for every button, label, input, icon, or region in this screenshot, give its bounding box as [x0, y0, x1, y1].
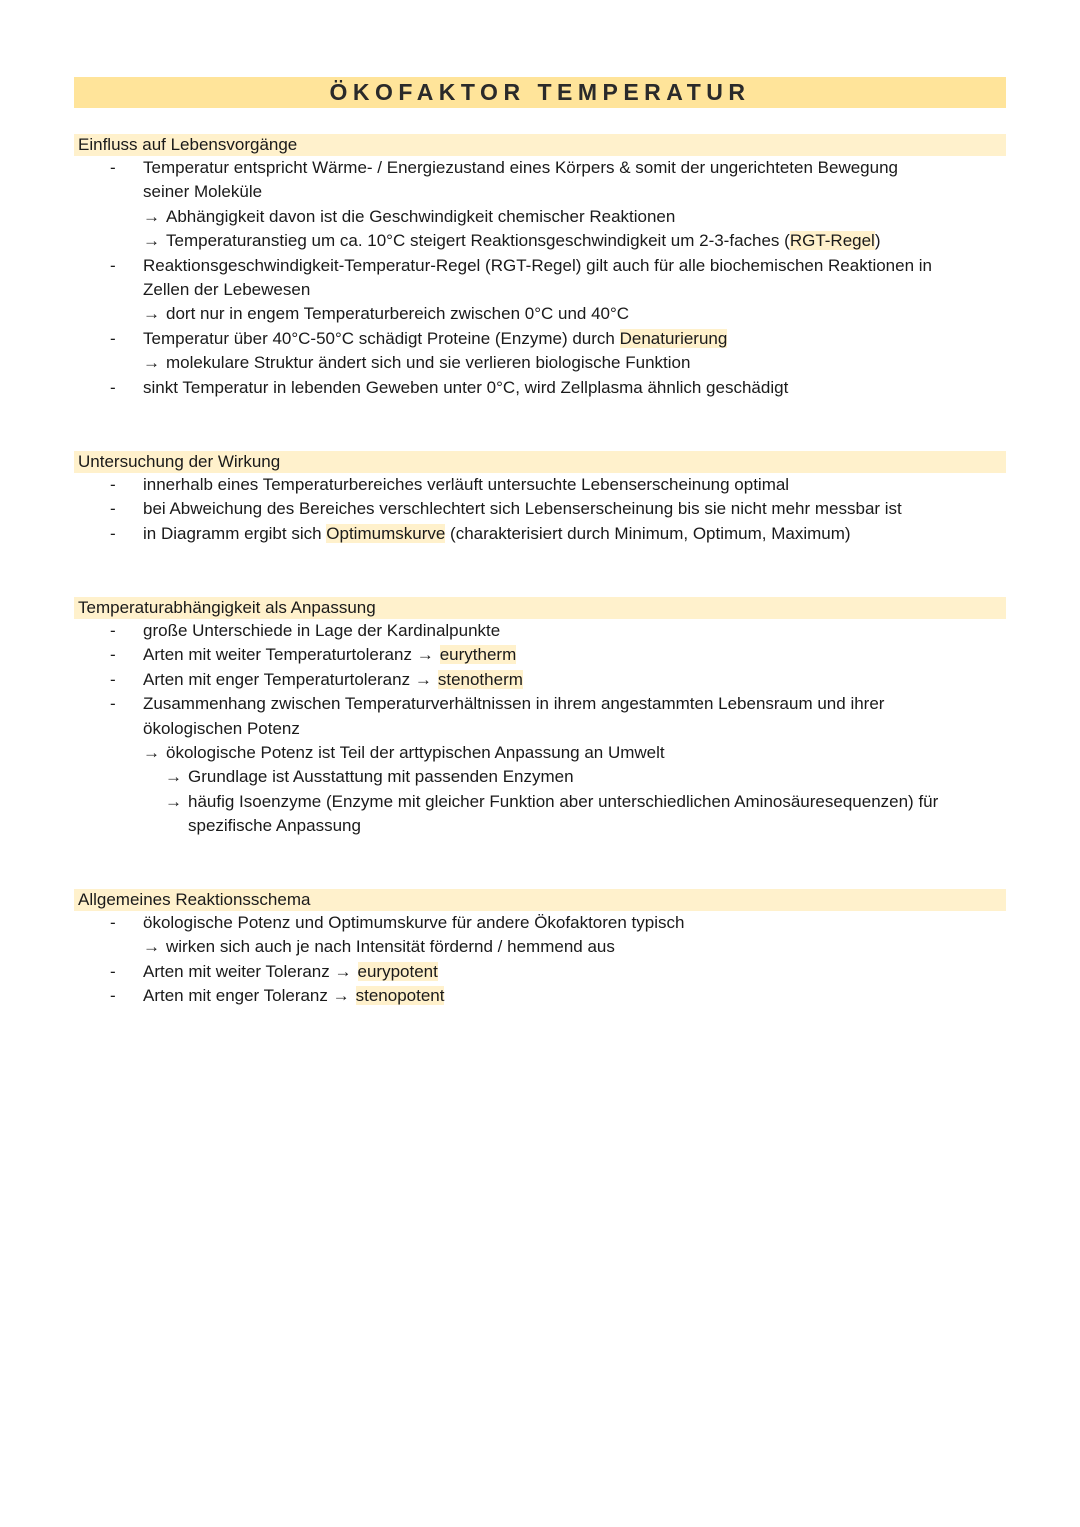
list-item: [74, 668, 1006, 692]
arrow-icon: →: [143, 742, 160, 762]
section-heading: Allgemeines Reaktionsschema: [74, 889, 1006, 911]
item-text: spezifische Anpassung: [188, 816, 361, 836]
arrow-icon: →: [143, 304, 160, 324]
arrow-item: [74, 205, 1006, 229]
list-item: [74, 692, 1006, 716]
list-item-continued: [74, 278, 1006, 302]
list-item: [74, 156, 1006, 180]
list-item: [74, 960, 1006, 984]
list-item-continued: [74, 717, 1006, 741]
item-text: ökologischen Potenz: [143, 718, 300, 738]
list-item: [74, 376, 1006, 400]
highlight-term: Denaturierung: [619, 328, 728, 348]
item-text: Temperaturanstieg um ca. 10°C steigert Reaktionsgeschwindigkeit um 2-3-faches (: [166, 231, 790, 251]
bullet-dash: -: [110, 621, 116, 640]
item-text: Arten mit enger Toleranz: [143, 986, 333, 1006]
item-text: wirken sich auch je nach Intensität fördernd / hemmend aus: [166, 937, 615, 957]
section-reaktionsschema: [74, 889, 1006, 1009]
section-untersuchung: [74, 451, 1006, 546]
highlight-term: Optimumskurve: [326, 523, 446, 543]
list-item-continued: [74, 180, 1006, 204]
arrow-icon: →: [165, 767, 182, 787]
item-text: dort nur in engem Temperaturbereich zwischen 0°C und 40°C: [166, 304, 630, 324]
item-text: in Diagramm ergibt sich: [143, 523, 327, 543]
section-einfluss: [74, 134, 1006, 400]
arrow-item: [74, 351, 1006, 375]
highlight-term: stenopotent: [355, 986, 445, 1006]
section-heading: Einfluss auf Lebensvorgänge: [74, 134, 1006, 156]
item-text: molekulare Struktur ändert sich und sie verlieren biologische Funktion: [166, 353, 691, 373]
bullet-dash: -: [110, 158, 116, 177]
item-text: Abhängigkeit davon ist die Geschwindigkeit chemischer Reaktionen: [166, 206, 676, 226]
arrow-icon: →: [414, 669, 432, 689]
list-item: [74, 327, 1006, 351]
arrow-item: [74, 935, 1006, 959]
list-item: [74, 619, 1006, 643]
bullet-dash: -: [110, 377, 116, 397]
list-item: [74, 911, 1006, 935]
item-text: sinkt Temperatur in lebenden Geweben unter 0°C, wird Zellplasma ähnlich geschädigt: [143, 377, 789, 397]
bullet-dash: -: [110, 986, 116, 1006]
bullet-dash: -: [110, 669, 116, 689]
list-item: [74, 254, 1006, 278]
item-text: ): [874, 231, 881, 251]
arrow-icon: →: [165, 791, 182, 811]
list-item: [74, 497, 1006, 521]
bullet-dash: -: [110, 523, 116, 543]
highlight-term: eurytherm: [439, 645, 517, 665]
arrow-icon: →: [143, 937, 160, 957]
arrow-icon: →: [143, 231, 160, 251]
item-text: seiner Moleküle: [143, 182, 263, 202]
page-title: ÖKOFAKTOR TEMPERATUR: [74, 77, 1006, 108]
item-text: Zusammenhang zwischen Temperaturverhältnissen in ihrem angestammten Lebensraum und ihrer: [143, 694, 885, 714]
arrow-subitem: [74, 765, 1006, 789]
item-text: ökologische Potenz und Optimumskurve für andere Ökofaktoren typisch: [143, 913, 685, 932]
arrow-subitem: [74, 790, 1006, 814]
item-text: Arten mit enger Temperaturtoleranz: [143, 669, 411, 689]
item-text: bei Abweichung des Bereiches verschlechtert sich Lebenserscheinung bis sie nicht mehr messbar ist: [143, 499, 902, 519]
list-item: [74, 473, 1006, 497]
arrow-item: [74, 741, 1006, 765]
arrow-item: [74, 302, 1006, 326]
arrow-icon: →: [143, 353, 160, 373]
arrow-icon: →: [332, 986, 350, 1006]
item-text: Temperatur über 40°C-50°C schädigt Proteine (Enzyme) durch: [143, 328, 620, 348]
list-item: [74, 522, 1006, 546]
item-text: große Unterschiede in Lage der Kardinalpunkte: [143, 621, 501, 640]
section-heading: Untersuchung der Wirkung: [74, 451, 1006, 473]
arrow-subitem-continued: [74, 814, 1006, 838]
bullet-dash: -: [110, 475, 116, 494]
arrow-item: [74, 229, 1006, 253]
item-text: Reaktionsgeschwindigkeit-Temperatur-Regel (RGT-Regel) gilt auch für alle biochemischen Reaktionen in: [143, 255, 932, 275]
bullet-dash: -: [110, 645, 116, 665]
item-text: Arten mit weiter Toleranz: [143, 961, 330, 981]
bullet-dash: -: [110, 499, 116, 519]
highlight-term: stenotherm: [437, 669, 523, 689]
bullet-dash: -: [110, 328, 116, 348]
arrow-icon: →: [334, 961, 352, 981]
highlight-term: eurypotent: [357, 961, 438, 981]
item-text: ökologische Potenz ist Teil der arttypischen Anpassung an Umwelt: [166, 742, 665, 762]
arrow-icon: →: [143, 206, 160, 226]
bullet-dash: -: [110, 913, 116, 932]
highlight-term: RGT-Regel: [789, 231, 875, 251]
item-text: (charakterisiert durch Minimum, Optimum, Maximum): [445, 523, 851, 543]
bullet-dash: -: [110, 255, 116, 275]
section-heading: Temperaturabhängigkeit als Anpassung: [74, 597, 1006, 619]
section-anpassung: [74, 597, 1006, 839]
list-item: [74, 984, 1006, 1008]
bullet-dash: -: [110, 694, 116, 714]
item-text: Arten mit weiter Temperaturtoleranz: [143, 645, 412, 665]
item-text: häufig Isoenzyme (Enzyme mit gleicher Funktion aber unterschiedlichen Aminosäuresequenzen) für: [188, 791, 939, 811]
item-text: innerhalb eines Temperaturbereiches verläuft untersuchte Lebenserscheinung optimal: [143, 475, 790, 494]
item-text: Temperatur entspricht Wärme- / Energiezustand eines Körpers & somit der ungerichteten Bewegung: [143, 158, 898, 177]
item-text: Zellen der Lebewesen: [143, 279, 311, 299]
item-text: Grundlage ist Ausstattung mit passenden Enzymen: [188, 767, 574, 787]
arrow-icon: →: [416, 645, 434, 665]
bullet-dash: -: [110, 961, 116, 981]
list-item: [74, 643, 1006, 667]
